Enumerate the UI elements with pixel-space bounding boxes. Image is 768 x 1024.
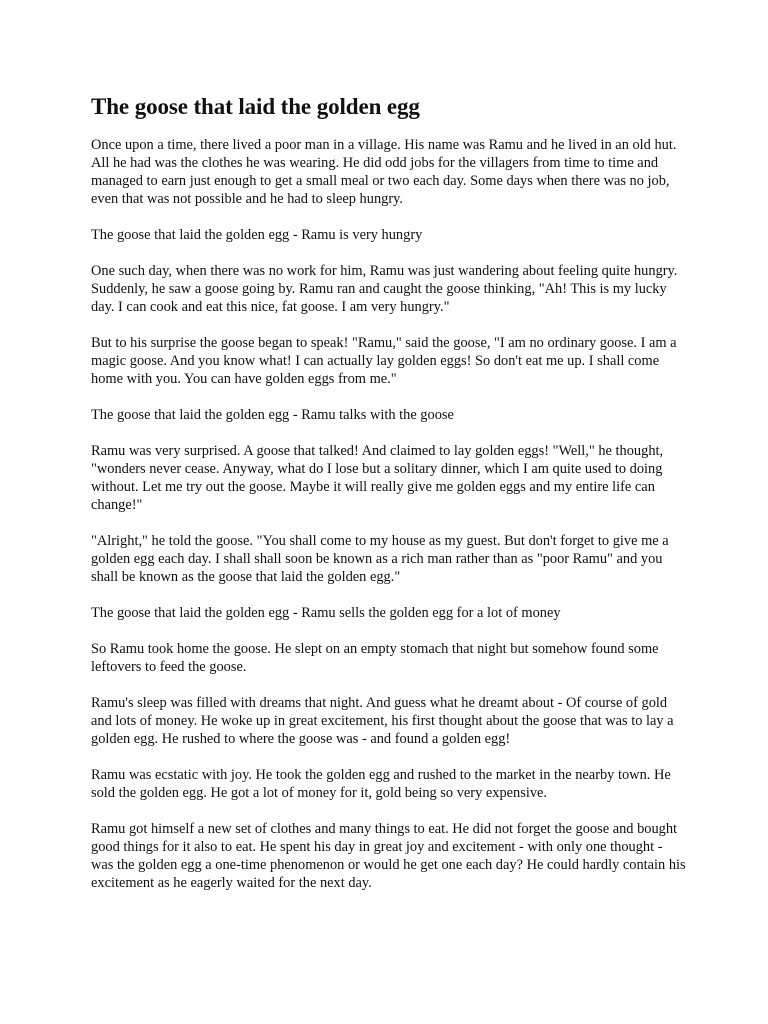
story-paragraph: Ramu was ecstatic with joy. He took the golden egg and rushed to the market in the nearby town. He sold the golden egg. He got a lot of money for it, gold being so very expensive. — [91, 767, 671, 801]
section-caption: The goose that laid the golden egg - Ramu sells the golden egg for a lot of money — [91, 605, 561, 621]
story-paragraph: So Ramu took home the goose. He slept on an empty stomach that night but somehow found some leftovers to feed the goose. — [91, 641, 659, 675]
document-page — [91, 92, 687, 892]
story-paragraph: Ramu's sleep was filled with dreams that night. And guess what he dreamt about - Of course of gold and lots of money. He woke up in great excitement, his first thought about the goose that was to lay a golden egg. He rushed to where the goose was - and found a golden egg! — [91, 695, 674, 747]
section-caption: The goose that laid the golden egg - Ramu talks with the goose — [91, 407, 454, 423]
story-paragraph: One such day, when there was no work for him, Ramu was just wandering about feeling quite hungry. Suddenly, he saw a goose going by. Ramu ran and caught the goose thinking, "Ah! This is my lucky day. I can cook and eat this nice, fat goose. I am very hungry." — [91, 263, 678, 315]
story-paragraph: Ramu got himself a new set of clothes and many things to eat. He did not forget the goose and bought good things for it also to eat. He spent his day in great joy and excitement - with only one thought - was the golden egg a one-time phenomenon or would he get one each day? He could hardly contain his excitement as he eagerly waited for the next day. — [91, 821, 686, 891]
section-caption: The goose that laid the golden egg - Ramu is very hungry — [91, 227, 423, 243]
story-paragraph: But to his surprise the goose began to speak! "Ramu," said the goose, "I am no ordinary goose. I am a magic goose. And you know what! I can actually lay golden eggs! So don't eat me up. I shall come home with you. You can have golden eggs from me." — [91, 335, 677, 387]
page-title: The goose that laid the golden egg — [91, 94, 420, 119]
story-paragraph: "Alright," he told the goose. "You shall come to my house as my guest. But don't forget to give me a golden egg each day. I shall shall soon be known as a rich man rather than as "poor Ramu" and you shall be known as the goose that laid the golden egg." — [91, 533, 669, 585]
story-paragraph: Ramu was very surprised. A goose that talked! And claimed to lay golden eggs! "Well," he thought, "wonders never cease. Anyway, what do I lose but a solitary dinner, which I am quite used to doing without. Let me try out the goose. Maybe it will really give me golden eggs and my entire life can change!" — [91, 443, 664, 513]
story-paragraph: Once upon a time, there lived a poor man in a village. His name was Ramu and he lived in an old hut. All he had was the clothes he was wearing. He did odd jobs for the villagers from time to time and managed to earn just enough to get a small meal or two each day. Some days when there was no job, even that was not possible and he had to sleep hungry. — [91, 137, 677, 207]
